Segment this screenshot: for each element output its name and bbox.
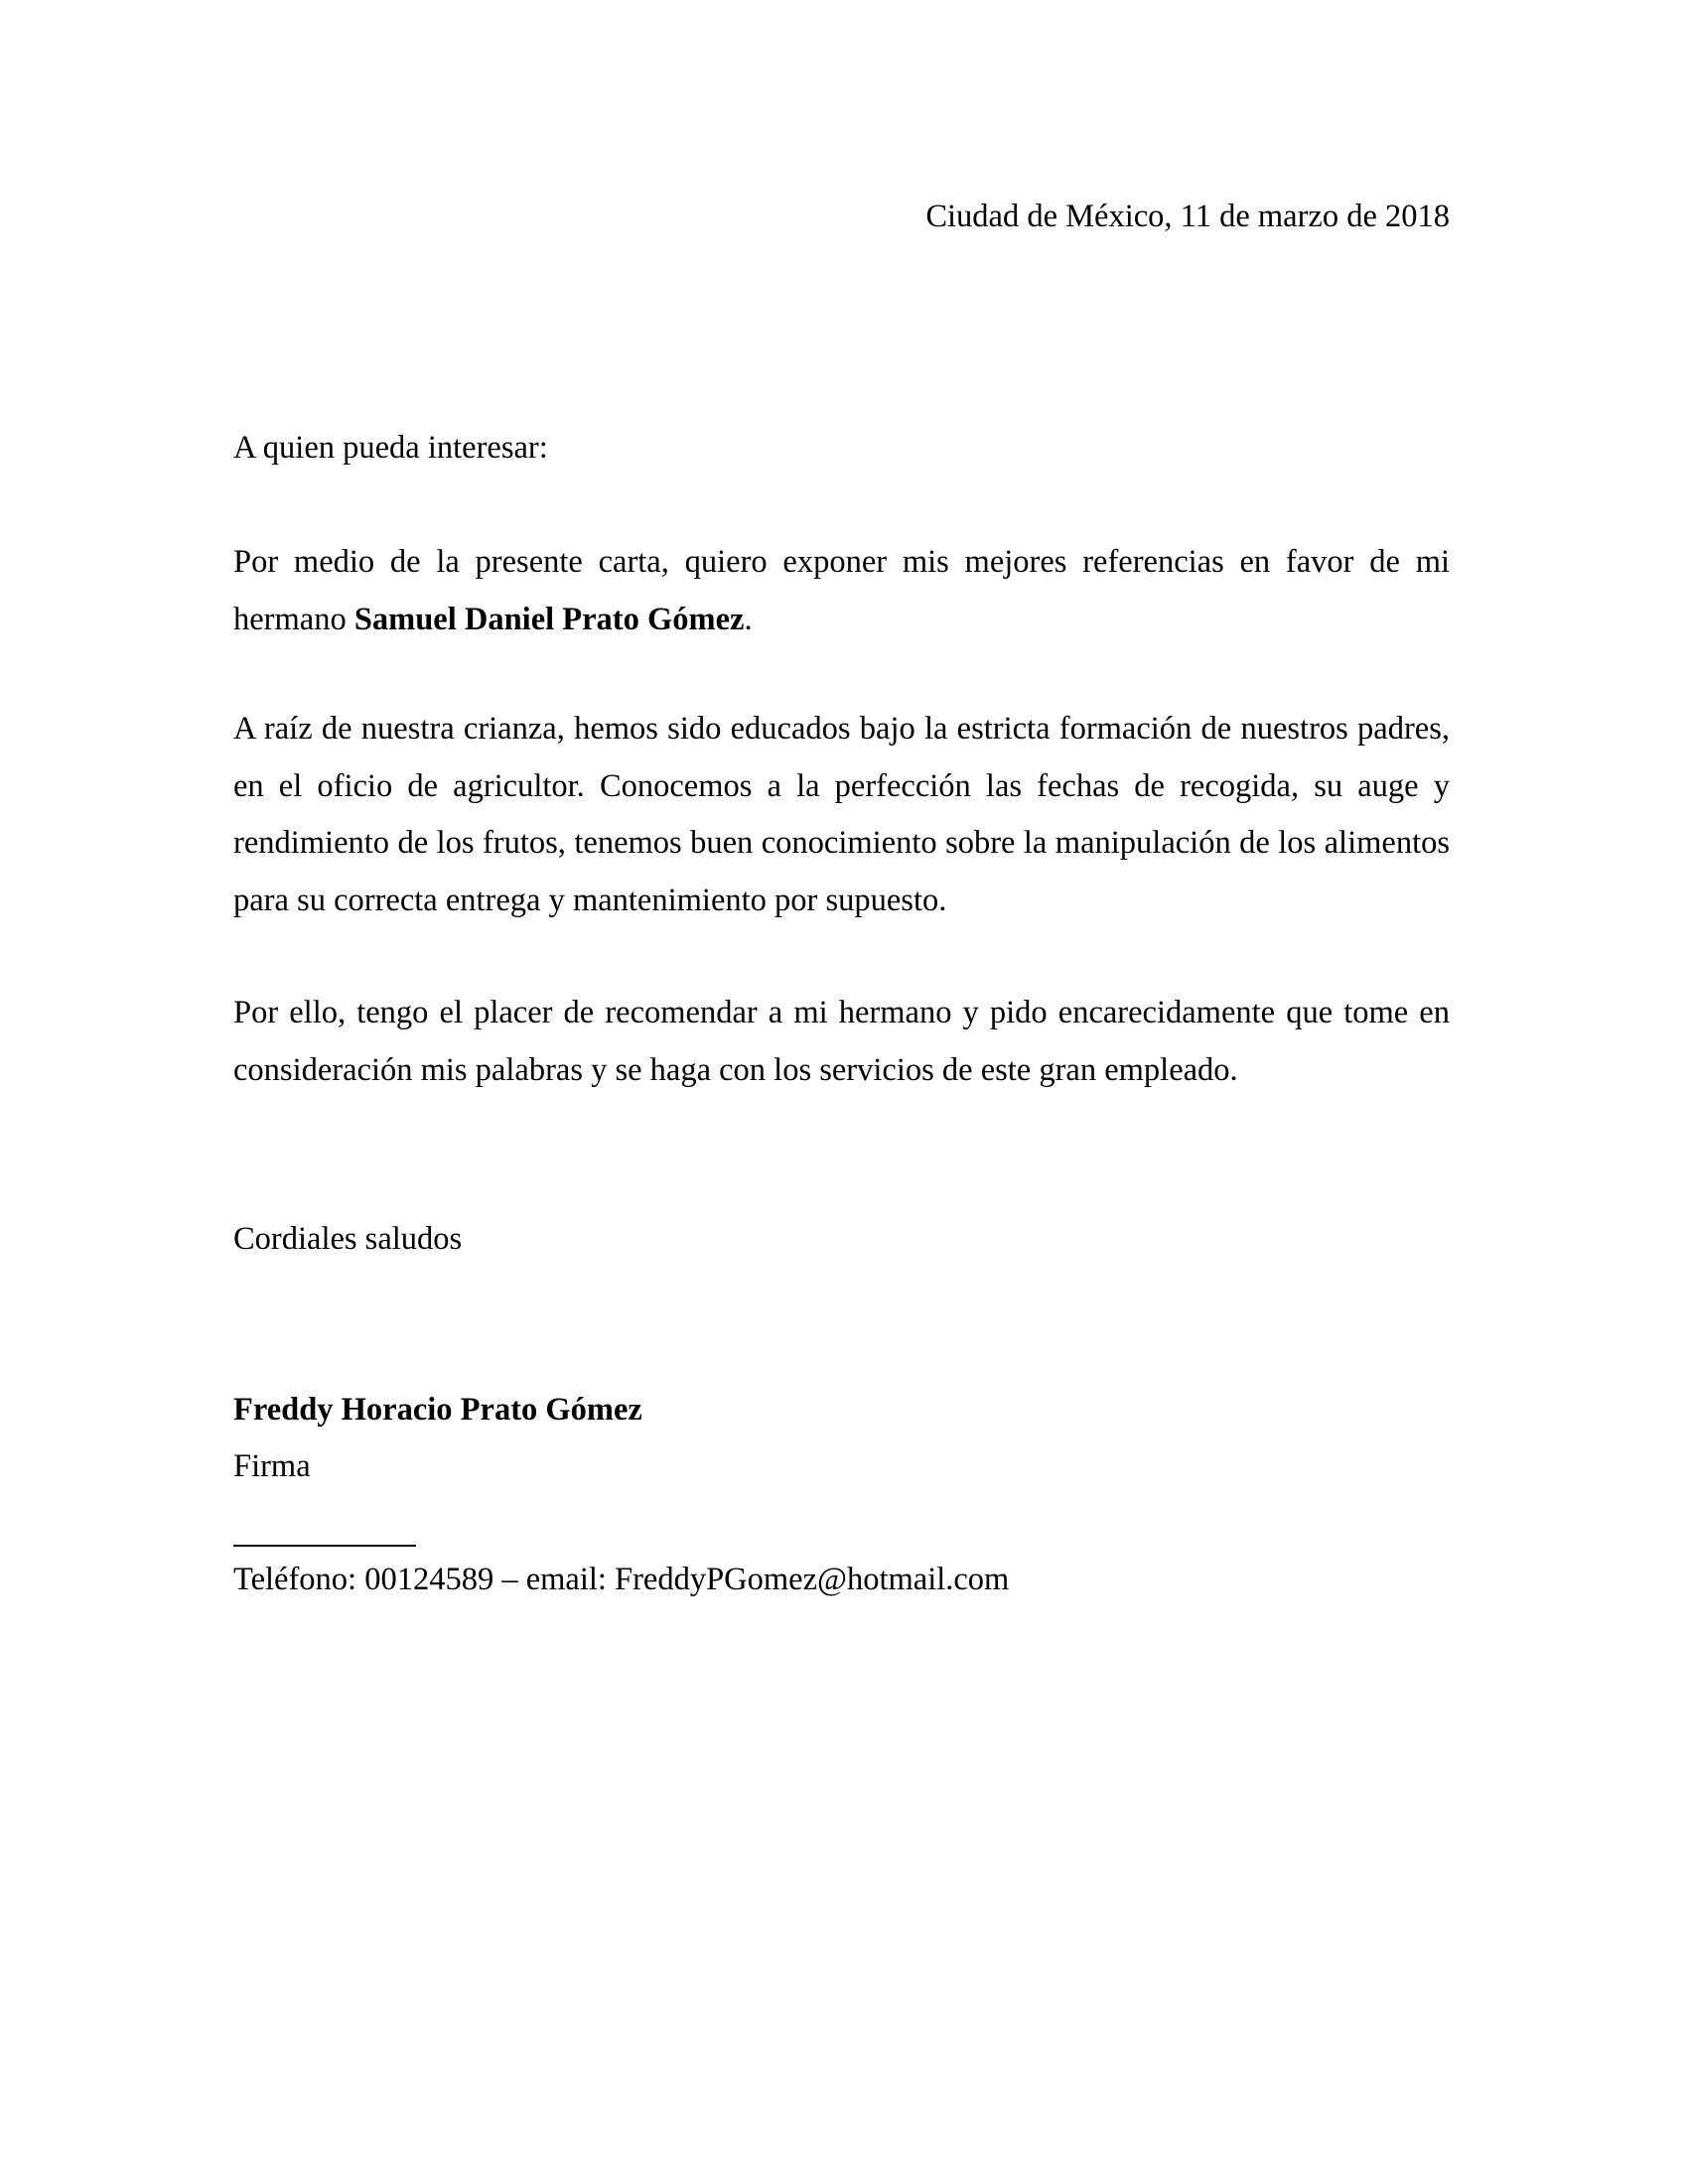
signer-name: Freddy Horacio Prato Gómez <box>233 1392 642 1428</box>
salutation: A quien pueda interesar: <box>233 430 548 466</box>
paragraph-recommendation: Por ello, tengo el placer de recomendar a mi hermano y pido encarecidamente que tome en consideración mis palabras y se haga con los servicios de este gran empleado. <box>233 995 1450 1088</box>
signature-label: Firma <box>233 1448 311 1484</box>
closing: Cordiales saludos <box>233 1221 463 1257</box>
paragraph-introduction <box>233 534 1450 648</box>
place-date: Ciudad de México, 11 de marzo de 2018 <box>925 199 1450 234</box>
paragraph-background: A raíz de nuestra crianza, hemos sido educados bajo la estricta formación de nuestros padres, en el oficio de agricultor. Conocemos a la perfección las fechas de recogida, su auge y rendimiento de los frutos, tenemos buen conocimiento sobre la manipulación de los alimentos para su correcta entrega y mantenimiento por supuesto. <box>233 711 1450 918</box>
recommended-person-name: Samuel Daniel Prato Gómez <box>353 601 745 637</box>
paragraph-introduction-text: Por medio de la presente carta, quiero exponer mis mejores referencias en favor de mi hermano <box>233 544 1450 637</box>
paragraph-introduction-end: . <box>744 601 753 637</box>
contact-info: Teléfono: 00124589 – email: FreddyPGomez@hotmail.com <box>233 1562 1010 1597</box>
signature-line <box>233 1545 416 1547</box>
